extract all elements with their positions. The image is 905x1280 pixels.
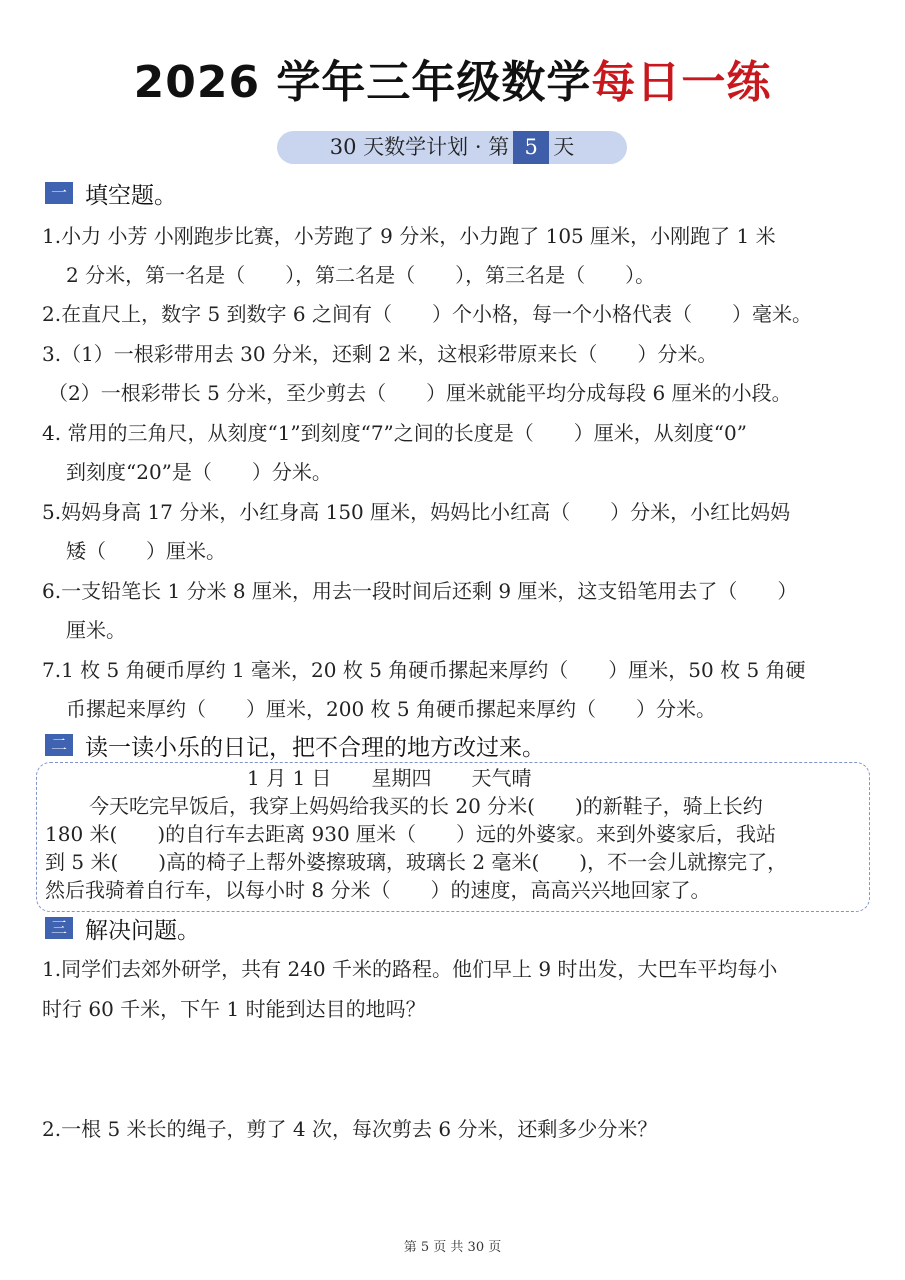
title-prefix: 2026 学年三年级数学 — [133, 57, 592, 108]
plan-banner — [277, 131, 627, 164]
question-line: 2.在直尺上，数字 5 到数字 6 之间有（ ）个小格，每一个小格代表（ ）毫米。 — [42, 302, 812, 326]
problem-line: 2.一根 5 米长的绳子，剪了 4 次，每次剪去 6 分米，还剩多少分米？ — [42, 1117, 658, 1141]
diary-line: 180 米( )的自行车去距离 930 厘米（ ）远的外婆家。来到外婆家后，我站 — [45, 822, 777, 846]
question-line: 厘米。 — [66, 618, 126, 642]
diary-box — [36, 762, 870, 912]
title-highlight: 每日一练 — [591, 57, 772, 108]
plan-label: 30 天数学计划 · 第 — [329, 135, 510, 159]
problem-line: 1.同学们去郊外研学，共有 240 千米的路程。他们早上 9 时出发，大巴车平均每小 — [42, 957, 778, 981]
plan-day-unit: 天 — [553, 135, 575, 159]
section-badge: 一 — [45, 182, 73, 204]
diary-line: 到 5 米( )高的椅子上帮外婆擦玻璃，玻璃长 2 毫米( )，不一会儿就擦完了， — [45, 850, 788, 874]
question-line: 币摞起来厚约（ ）厘米，200 枚 5 角硬币摞起来厚约（ ）分米。 — [66, 697, 716, 721]
question-line: 6.一支铅笔长 1 分米 8 厘米，用去一段时间后还剩 9 厘米，这支铅笔用去了（ ） — [42, 579, 798, 603]
section-badge: 三 — [45, 917, 73, 939]
question-line: 2 分米，第一名是（ ），第二名是（ ），第三名是（ ）。 — [66, 263, 656, 287]
page-title — [0, 46, 905, 110]
section-title: 填空题。 — [85, 182, 177, 209]
question-line: 5.妈妈身高 17 分米，小红身高 150 厘米，妈妈比小红高（ ）分米，小红比妈妈 — [42, 500, 791, 524]
plan-day-number: 5 — [513, 131, 549, 164]
diary-line: 然后我骑着自行车，以每小时 8 分米（ ）的速度，高高兴兴地回家了。 — [45, 878, 711, 902]
section-title: 读一读小乐的日记，把不合理的地方改过来。 — [85, 734, 545, 761]
diary-line: 今天吃完早饭后，我穿上妈妈给我买的长 20 分米( )的新鞋子，骑上长约 — [89, 794, 763, 818]
section-heading-solve — [45, 913, 200, 943]
section-heading-diary — [45, 730, 545, 760]
diary-header: 1 月 1 日 星期四 天气晴 — [247, 766, 532, 790]
question-line: 3.（1）一根彩带用去 30 分米，还剩 2 米，这根彩带原来长（ ）分米。 — [42, 342, 718, 366]
question-line: 到刻度“20”是（ ）分米。 — [66, 460, 332, 484]
question-line: 1.小力 小芳 小刚跑步比赛，小芳跑了 9 分米，小力跑了 105 厘米，小刚跑了 1 米 — [42, 224, 776, 248]
question-line: 7.1 枚 5 角硬币厚约 1 毫米，20 枚 5 角硬币摞起来厚约（ ）厘米，50 枚 5 角硬 — [42, 658, 806, 682]
question-line: 矮（ ）厘米。 — [66, 539, 226, 563]
question-line: 4. 常用的三角尺，从刻度“1”到刻度“7”之间的长度是（ ）厘米，从刻度“0” — [42, 421, 747, 445]
section-heading-fill — [45, 178, 177, 208]
problem-line: 时行 60 千米，下午 1 时能到达目的地吗？ — [42, 997, 426, 1021]
page-footer: 第 5 页 共 30 页 — [403, 1240, 502, 1255]
section-badge: 二 — [45, 734, 73, 756]
question-line: （2）一根彩带长 5 分米，至少剪去（ ）厘米就能平均分成每段 6 厘米的小段。 — [48, 381, 792, 405]
section-title: 解决问题。 — [85, 917, 200, 944]
